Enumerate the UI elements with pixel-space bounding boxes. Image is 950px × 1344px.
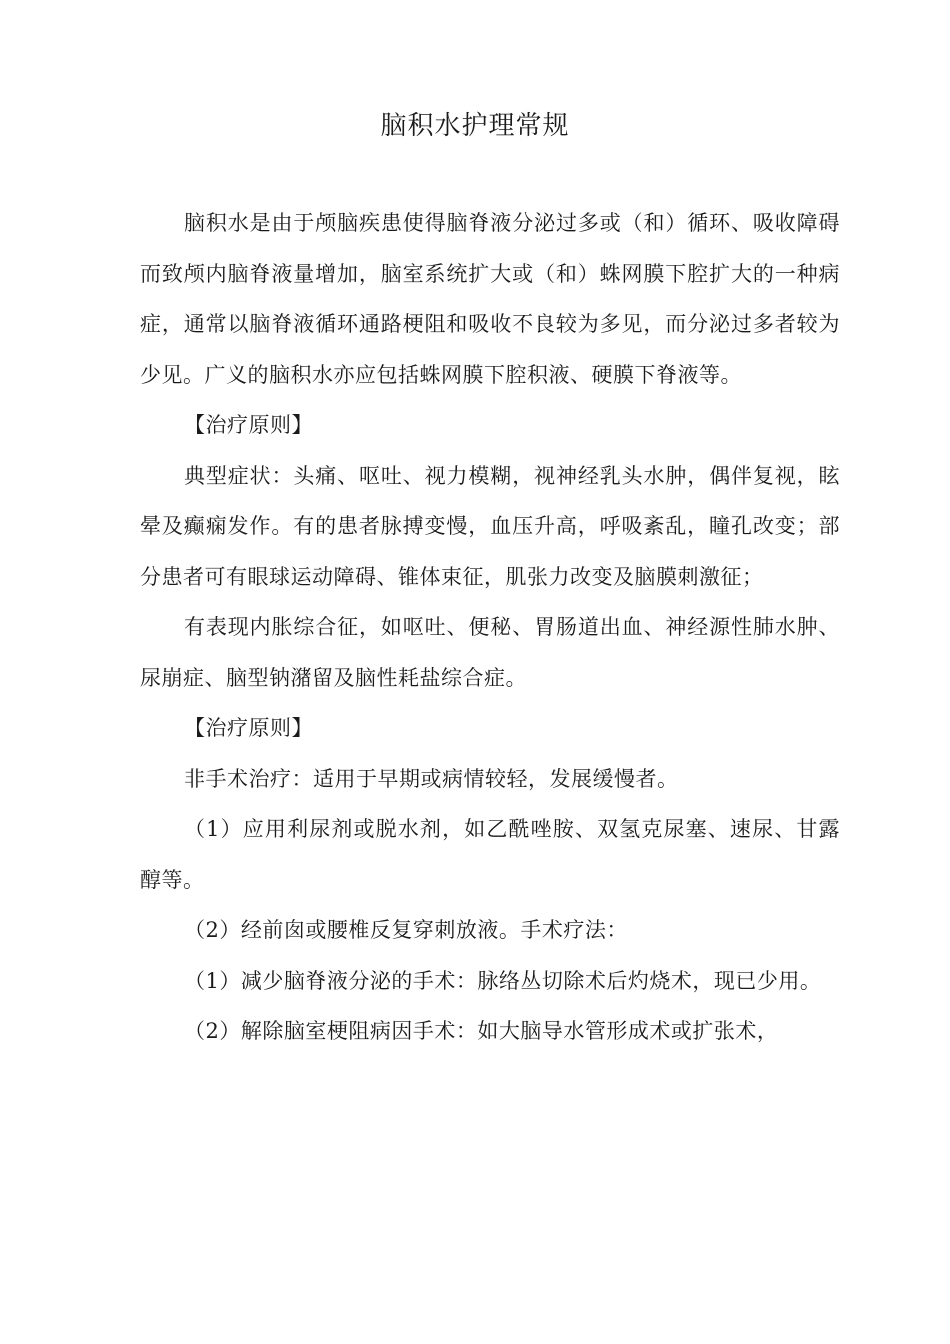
section-heading: 【治疗原则】	[184, 716, 313, 740]
list-item: （2）解除脑室梗阻病因手术：如大脑导水管形成术或扩张术，	[184, 1019, 779, 1043]
list-item: （1）减少脑脊液分泌的手术：脉络丛切除术后灼烧术，现已少用。	[184, 968, 822, 993]
paragraph-symptoms: 典型症状：头痛、呕吐、视力模糊，视神经乳头水肿，偶伴复视，眩晕及癫痫发作。有的患者脉搏变慢，血压升高，呼吸紊乱，瞳孔改变；部分患者可有眼球运动障碍、锥体束征，肌张力改变及脑膜刺激征；	[140, 463, 840, 589]
paragraph-syndrome: 有表现内胀综合征，如呕吐、便秘、胃肠道出血、神经源性肺水肿、尿崩症、脑型钠潴留及脑性耗盐综合症。	[140, 615, 840, 690]
list-item: （2）经前囱或腰椎反复穿刺放液。手术疗法：	[184, 918, 628, 942]
list-item: （1）应用利尿剂或脱水剂，如乙酰唑胺、双氢克尿塞、速尿、甘露醇等。	[140, 817, 840, 892]
section-heading: 【治疗原则】	[184, 413, 313, 437]
document-body	[140, 198, 840, 1057]
paragraph-nonsurgical: 非手术治疗：适用于早期或病情较轻，发展缓慢者。	[184, 766, 679, 791]
page-title: 脑积水护理常规	[380, 111, 570, 141]
paragraph-definition: 脑积水是由于颅脑疾患使得脑脊液分泌过多或（和）循环、吸收障碍而致颅内脑脊液量增加，脑室系统扩大或（和）蛛网膜下腔扩大的一种病症，通常以脑脊液循环通路梗阻和吸收不良较为多见，而分泌过多者较为少见。广义的脑积水亦应包括蛛网膜下腔积液、硬膜下脊液等。	[140, 211, 840, 387]
